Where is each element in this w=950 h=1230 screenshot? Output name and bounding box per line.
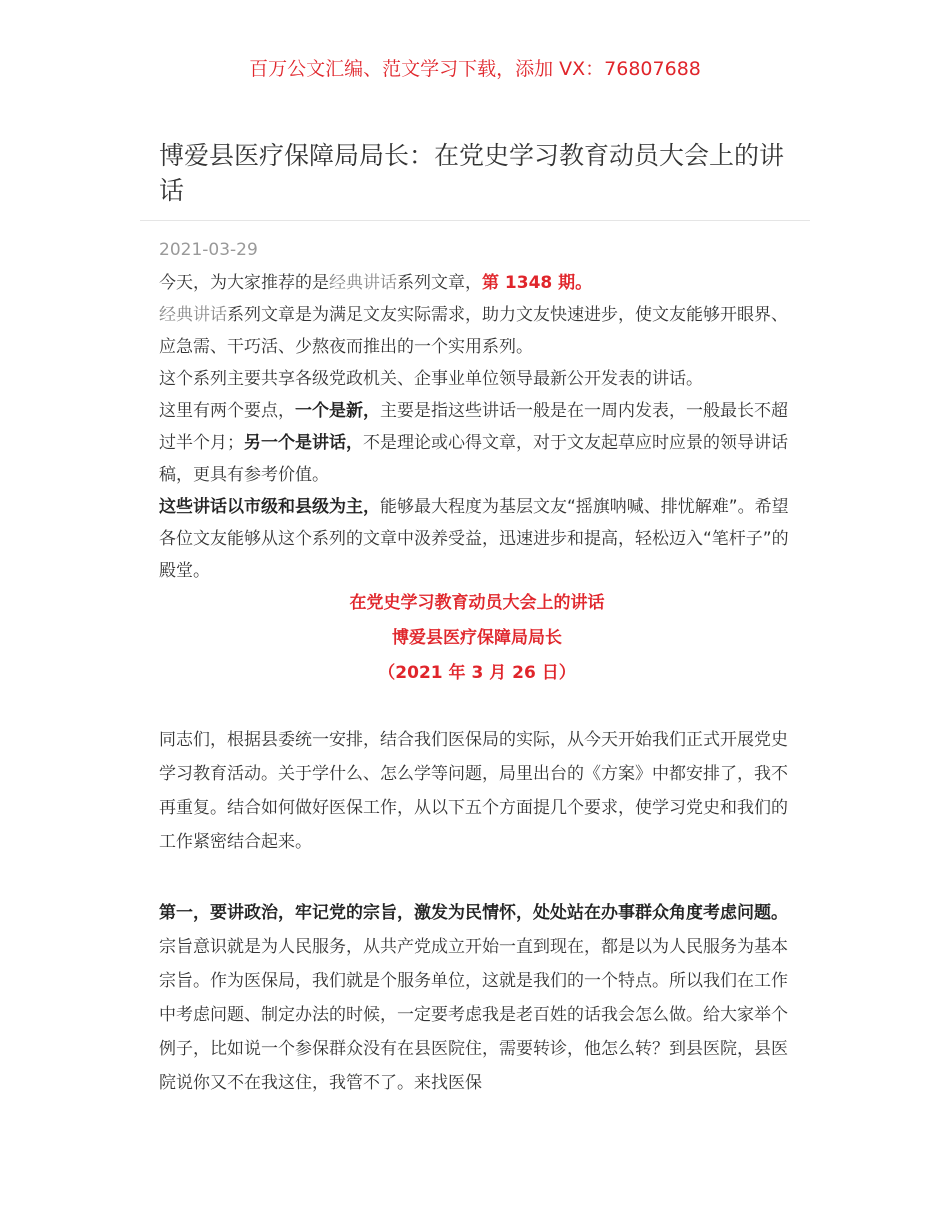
intro-text: 主要是指这些讲话一般是在一周内发表，一般最长不超过半个月； — [159, 401, 788, 453]
intro-paragraph-4 — [159, 395, 795, 491]
intro-text: 系列文章是为满足文友实际需求，助力文友快速进步，使文友能够开眼界、应急需、干巧活、少熬夜而推出的一个实用系列。 — [159, 305, 788, 357]
intro-paragraph-5 — [159, 491, 795, 587]
speech-heading: 在党史学习教育动员大会上的讲话 — [349, 593, 605, 613]
intro-text: 系列文章， — [397, 273, 482, 293]
key-point-1: 一个是新， — [295, 401, 380, 421]
promo-banner: 百万公文汇编、范文学习下载，添加 VX：76807688 — [249, 58, 701, 80]
key-point-2: 另一个是讲话， — [244, 433, 363, 453]
intro-text: 不是理论或心得文章，对于文友起草应时应景的领导讲话稿，更具有参考价值。 — [159, 433, 788, 485]
publish-date: 2021-03-29 — [159, 240, 258, 260]
speech-date: （2021 年 3 月 26 日） — [378, 663, 576, 683]
speech-text: 宗旨意识就是为人民服务，从共产党成立开始一直到现在，都是以为人民服务为基本宗旨。作为医保局，我们就是个服务单位，这就是我们的一个特点。所以我们在工作中考虑问题、制定办法的时候，一定要考虑我是老百姓的话我会怎么做。给大家举个例子，比如说一个参保群众没有在县医院住，需要转诊，他怎么转？到县医院，县医院说你又不在我这住，我管不了。来找医保 — [159, 937, 788, 1093]
series-name: 经典讲话 — [329, 273, 397, 293]
speech-paragraph-1: 同志们，根据县委统一安排，结合我们医保局的实际，从今天开始我们正式开展党史学习教育活动。关于学什么、怎么学等问题，局里出台的《方案》中都安排了，我不再重复。结合如何做好医保工作，从以下五个方面提几个要求，使学习党史和我们的工作紧密结合起来。 — [159, 730, 788, 852]
intro-paragraph-2 — [159, 299, 795, 363]
title-divider — [140, 220, 810, 221]
intro-paragraph-1 — [159, 267, 795, 299]
speech-paragraph-2 — [159, 896, 795, 1100]
article-title: 博爱县医疗保障局局长：在党史学习教育动员大会上的讲话 — [159, 141, 785, 205]
issue-number: 第 1348 期。 — [482, 273, 593, 293]
intro-paragraph-3: 这个系列主要共享各级党政机关、企事业单位领导最新公开发表的讲话。 — [159, 369, 703, 389]
speech-header — [159, 586, 795, 691]
intro-text: 这里有两个要点， — [159, 401, 295, 421]
speech-speaker: 博爱县医疗保障局局长 — [392, 628, 562, 648]
intro-text: 能够最大程度为基层文友“摇旗呐喊、排忧解难”。希望各位文友能够从这个系列的文章中汲养受益，迅速进步和提高，轻松迈入“笔杆子”的殿堂。 — [159, 497, 789, 581]
intro-section — [159, 267, 795, 587]
series-name: 经典讲话 — [159, 305, 227, 325]
key-point-3: 这些讲话以市级和县级为主， — [159, 497, 380, 517]
section-heading-1: 第一，要讲政治，牢记党的宗旨，激发为民情怀，处处站在办事群众角度考虑问题。 — [159, 903, 788, 923]
intro-text: 今天，为大家推荐的是 — [159, 273, 329, 293]
